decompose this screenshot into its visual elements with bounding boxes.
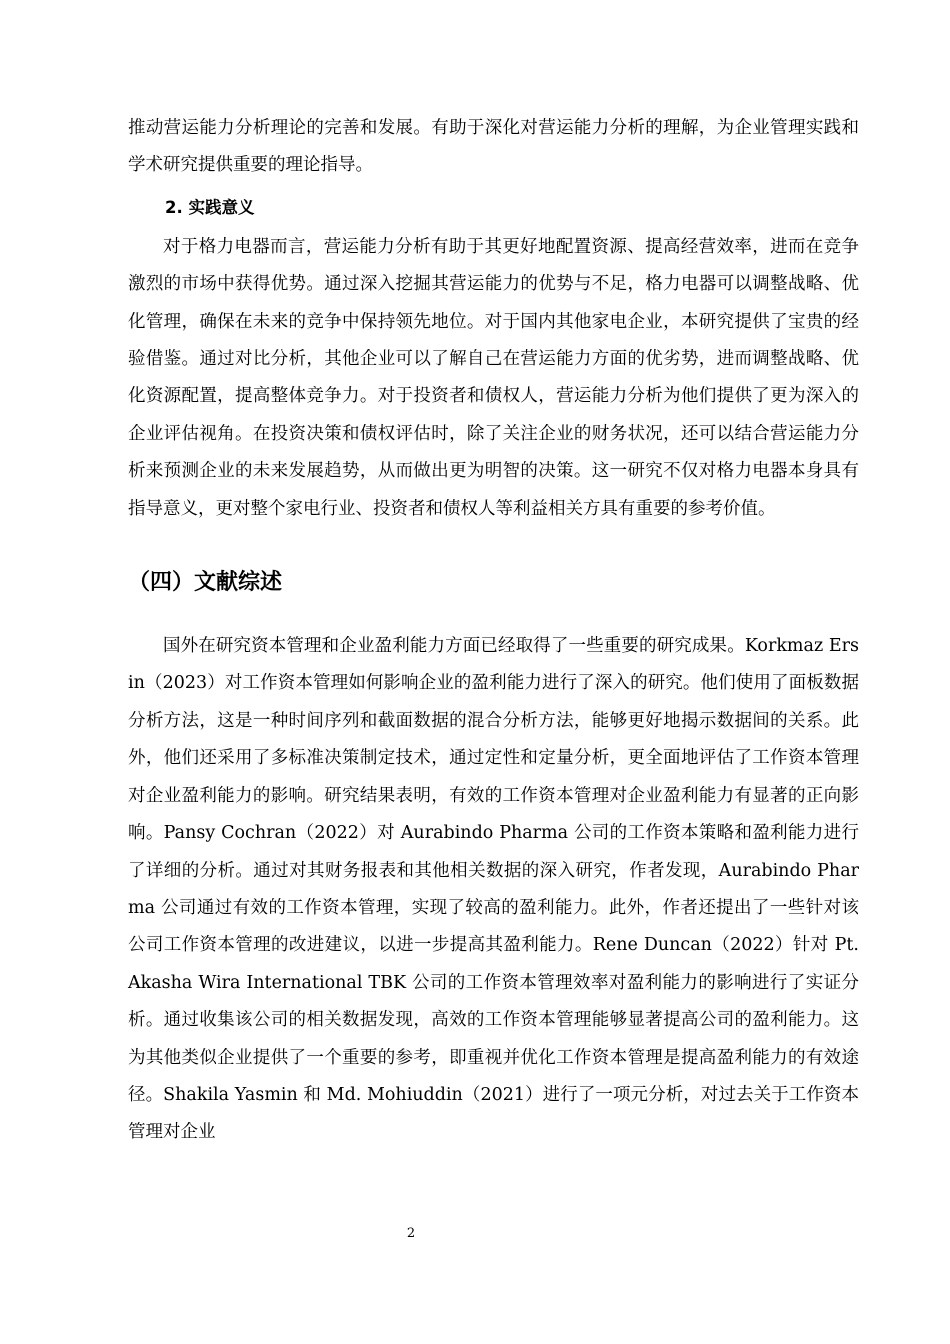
page-content	[128, 110, 859, 1152]
paragraph-practical-significance: 对于格力电器而言，营运能力分析有助于其更好地配置资源、提高经营效率，进而在竞争激烈的市场中获得优势。通过深入挖掘其营运能力的优势与不足，格力电器可以调整战略、优化管理，确保在未来的竞争中保持领先地位。对于国内其他家电企业，本研究提供了宝贵的经验借鉴。通过对比分析，其他企业可以了解自己在营运能力方面的优劣势，进而调整战略、优化资源配置，提高整体竞争力。对于投资者和债权人，营运能力分析为他们提供了更为深入的企业评估视角。在投资决策和债权评估时，除了关注企业的财务状况，还可以结合营运能力分析来预测企业的未来发展趋势，从而做出更为明智的决策。这一研究不仅对格力电器本身具有指导意义，更对整个家电行业、投资者和债权人等利益相关方具有重要的参考价值。	[128, 236, 859, 519]
page-number: 2	[406, 1226, 416, 1241]
paragraph-literature-review: 国外在研究资本管理和企业盈利能力方面已经取得了一些重要的研究成果。Korkmaz Ersin（2023）对工作资本管理如何影响企业的盈利能力进行了深入的研究。他们使用了面板数据分析方法，这是一种时间序列和截面数据的混合分析方法，能够更好地揭示数据间的关系。此外，他们还采用了多标准决策制定技术，通过定性和定量分析，更全面地评估了工作资本管理对企业盈利能力的影响。研究结果表明，有效的工作资本管理对企业盈利能力有显著的正向影响。Pansy Cochran（2022）对 Aurabindo Pharma 公司的工作资本策略和盈利能力进行了详细的分析。通过对其财务报表和其他相关数据的深入研究，作者发现，Aurabindo Pharma 公司通过有效的工作资本管理，实现了较高的盈利能力。此外，作者还提出了一些针对该公司工作资本管理的改进建议，以进一步提高其盈利能力。Rene Duncan（2022）针对 Pt. Akasha Wira International TBK 公司的工作资本管理效率对盈利能力的影响进行了实证分析。通过收集该公司的相关数据发现，高效的工作资本管理能够显著提高公司的盈利能力。这为其他类似企业提供了一个重要的参考，即重视并优化工作资本管理是提高盈利能力的有效途径。Shakila Yasmin 和 Md. Mohiuddin（2021）进行了一项元分析，对过去关于工作资本管理对企业	[128, 636, 859, 1143]
section-heading-literature-review: （四）文献综述	[128, 570, 283, 596]
paragraph-theory-continuation: 推动营运能力分析理论的完善和发展。有助于深化对营运能力分析的理解，为企业管理实践和学术研究提供重要的理论指导。	[128, 118, 859, 176]
subheading-practical-significance: 2. 实践意义	[165, 197, 255, 217]
